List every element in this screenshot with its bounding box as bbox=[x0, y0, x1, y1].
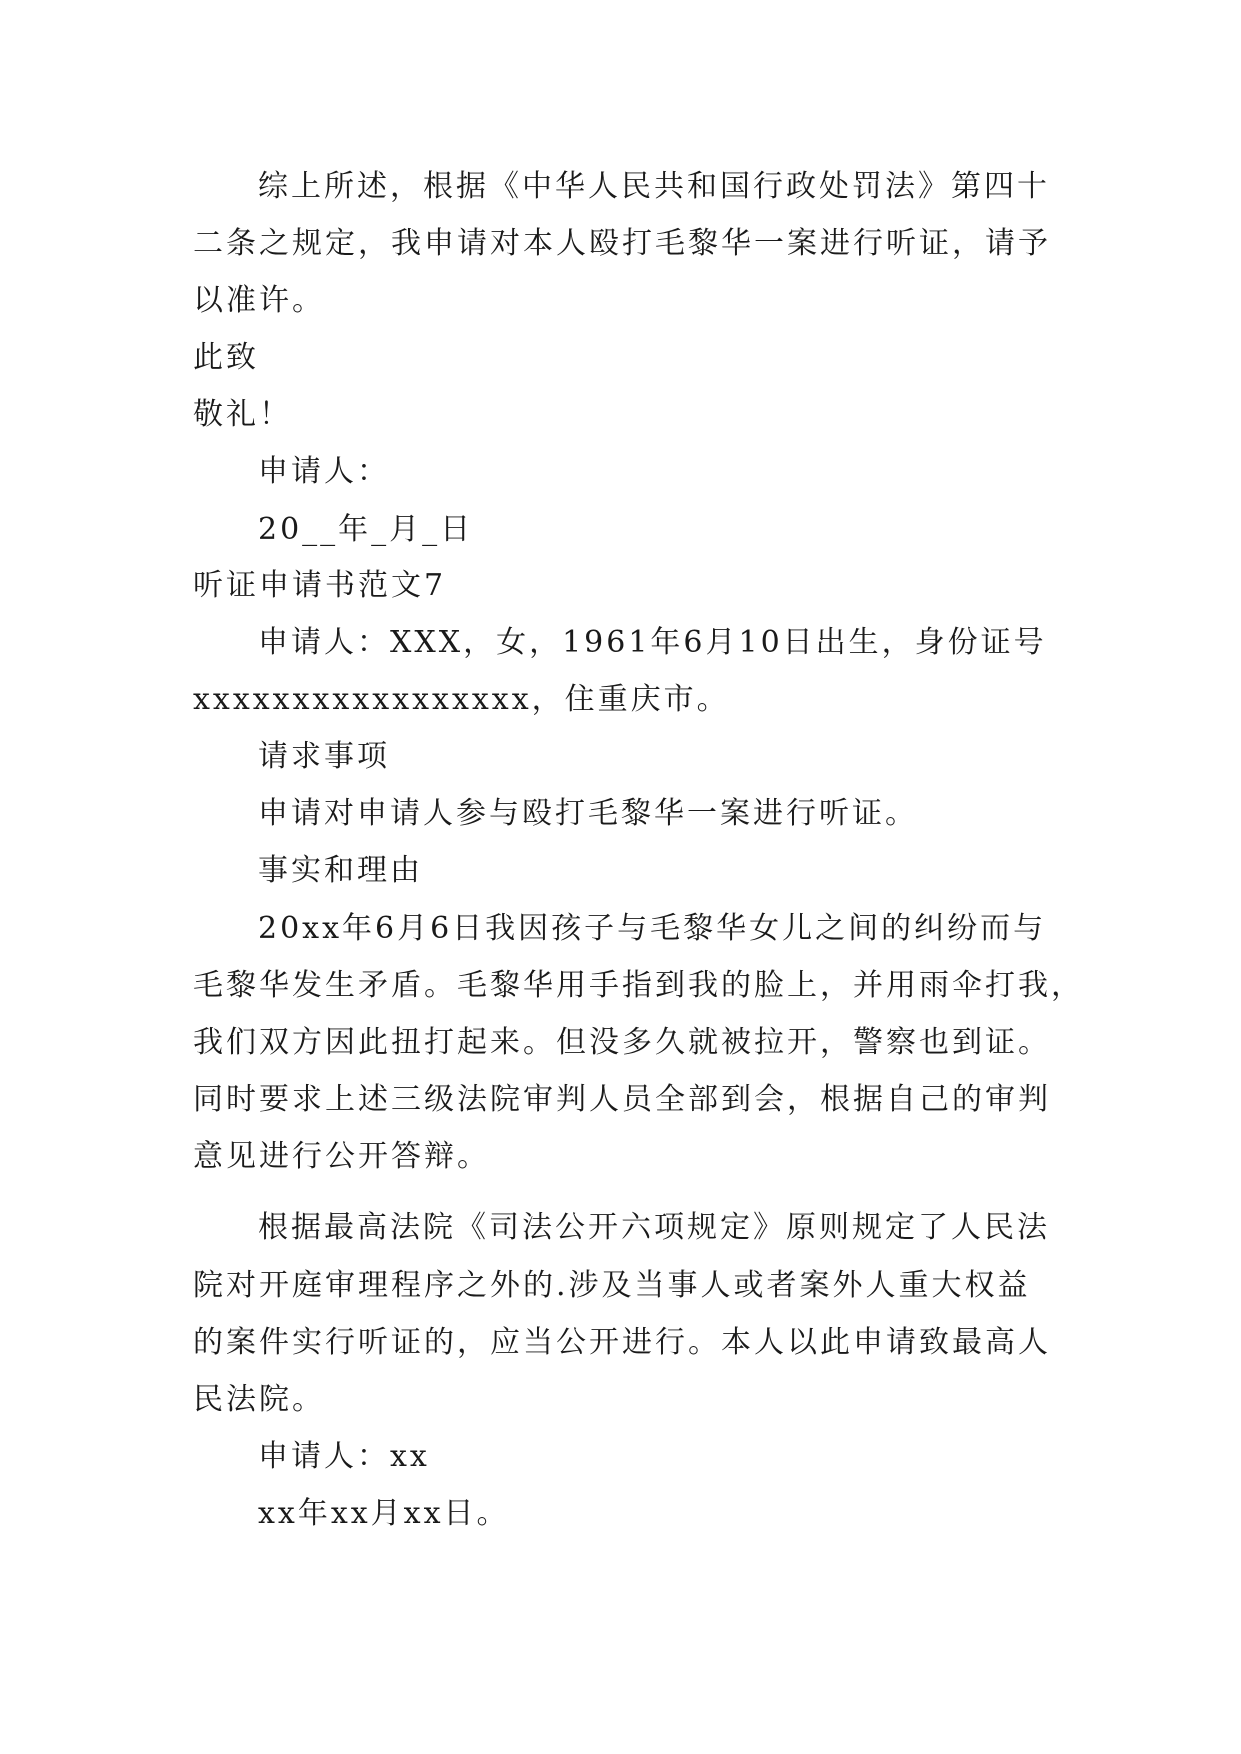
paragraph-line: 以准许。 bbox=[193, 283, 325, 318]
paragraph-line: 20xx年6月6日我因孩子与毛黎华女儿之间的纠纷而与 bbox=[258, 911, 1047, 946]
heading-request: 请求事项 bbox=[258, 739, 390, 774]
heading-facts: 事实和理由 bbox=[258, 853, 423, 888]
paragraph-line: 申请对申请人参与殴打毛黎华一案进行听证。 bbox=[258, 796, 918, 831]
paragraph-line: 意见进行公开答辩。 bbox=[193, 1139, 490, 1174]
paragraph-line: 的案件实行听证的，应当公开进行。本人以此申请致最高人 bbox=[193, 1325, 1051, 1360]
paragraph-line: 同时要求上述三级法院审判人员全部到会，根据自己的审判 bbox=[193, 1082, 1051, 1117]
paragraph-line: 民法院。 bbox=[193, 1382, 325, 1417]
section-title: 听证申请书范文7 bbox=[193, 568, 447, 603]
applicant-label: 申请人： bbox=[258, 454, 390, 489]
paragraph-line: 根据最高法院《司法公开六项规定》原则规定了人民法 bbox=[258, 1210, 1050, 1245]
paragraph-line: 我们双方因此扭打起来。但没多久就被拉开，警察也到证。 bbox=[193, 1025, 1051, 1060]
paragraph-line: xxxxxxxxxxxxxxxxx，住重庆市。 bbox=[193, 682, 730, 717]
paragraph-line: 毛黎华发生矛盾。毛黎华用手指到我的脸上，并用雨伞打我， bbox=[193, 968, 1084, 1003]
paragraph-line: 综上所述，根据《中华人民共和国行政处罚法》第四十 bbox=[258, 169, 1050, 204]
date-line: 20__年_月_日 bbox=[258, 512, 474, 547]
closing-line: 此致 bbox=[193, 340, 259, 375]
paragraph-line: 院对开庭审理程序之外的.涉及当事人或者案外人重大权益 bbox=[193, 1268, 1031, 1303]
applicant-signature: 申请人：xx bbox=[258, 1439, 430, 1474]
paragraph-line: 申请人：XXX，女，1961年6月10日出生，身份证号 bbox=[258, 625, 1047, 660]
date-line: xx年xx月xx日。 bbox=[258, 1496, 510, 1531]
paragraph-line: 二条之规定，我申请对本人殴打毛黎华一案进行听证，请予 bbox=[193, 226, 1051, 261]
closing-line: 敬礼！ bbox=[193, 397, 292, 432]
